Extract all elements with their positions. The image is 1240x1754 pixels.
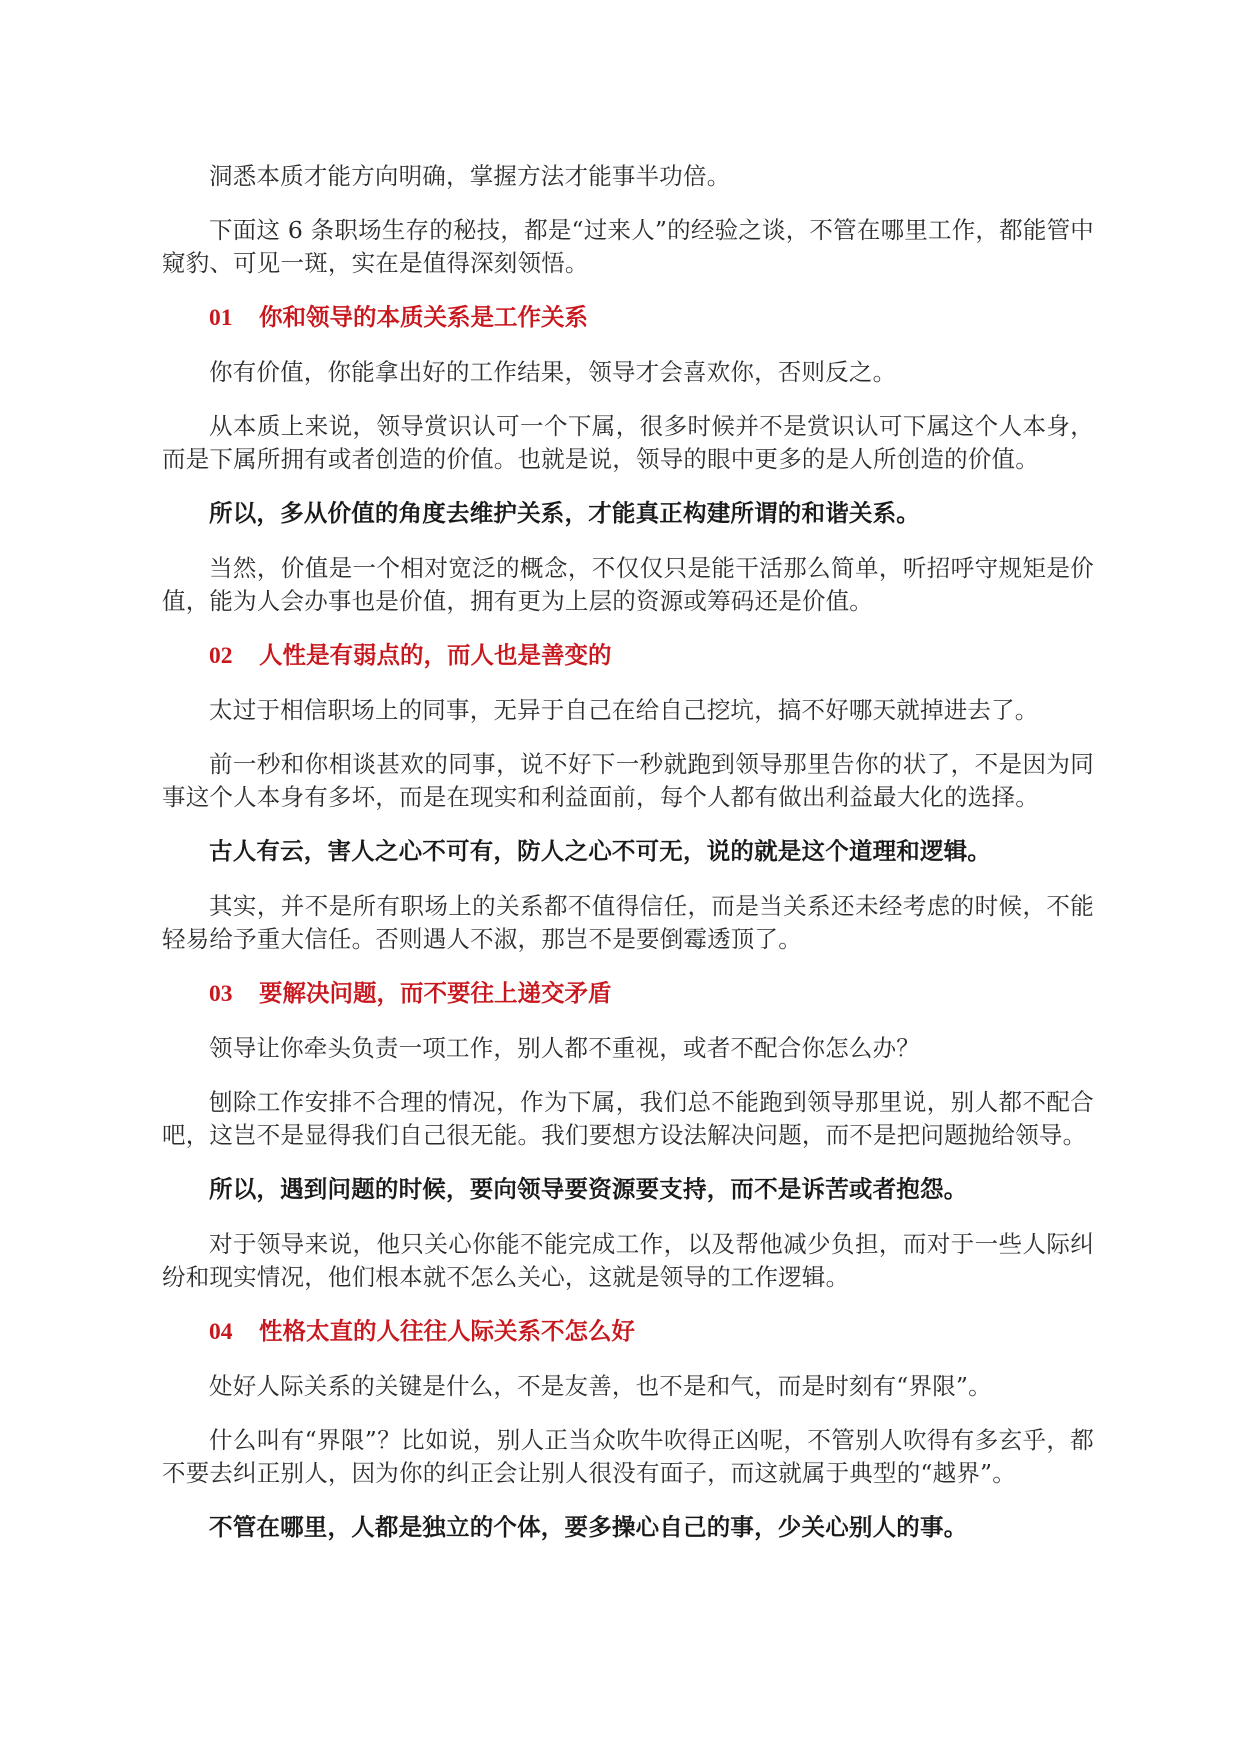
paragraph: 当然，价值是一个相对宽泛的概念，不仅仅只是能干活那么简单，听招呼守规矩是价值，能为人会办事也是价值，拥有更为上层的资源或筹码还是价值。 [162, 554, 1094, 615]
paragraph: 处好人际关系的关键是什么，不是友善，也不是和气，而是时刻有“界限”。 [209, 1372, 992, 1400]
paragraph-intro-1: 洞悉本质才能方向明确，掌握方法才能事半功倍。 [209, 162, 731, 190]
paragraph: 刨除工作安排不合理的情况，作为下属，我们总不能跑到领导那里说，别人都不配合吧，这岂不是显得我们自己很无能。我们要想方设法解决问题，而不是把问题抛给领导。 [162, 1088, 1094, 1149]
article-body [162, 160, 1094, 1566]
section-number: 02 [209, 643, 233, 669]
section-title: 性格太直的人往往人际关系不怎么好 [259, 1317, 635, 1345]
bold-paragraph: 不管在哪里，人都是独立的个体，要多操心自己的事，少关心别人的事。 [209, 1513, 968, 1541]
section-heading-02 [162, 639, 1094, 673]
paragraph: 对于领导来说，他只关心你能不能完成工作，以及帮他减少负担，而对于一些人际纠纷和现实情况，他们根本就不怎么关心，这就是领导的工作逻辑。 [162, 1230, 1094, 1291]
section-heading-04 [162, 1315, 1094, 1349]
paragraph: 你有价值，你能拿出好的工作结果，领导才会喜欢你，否则反之。 [209, 358, 897, 386]
paragraph: 什么叫有“界限”？比如说，别人正当众吹牛吹得正凶呢，不管别人吹得有多玄乎，都不要去纠正别人，因为你的纠正会让别人很没有面子，而这就属于典型的“越界”。 [162, 1426, 1094, 1487]
bold-paragraph: 所以，遇到问题的时候，要向领导要资源要支持，而不是诉苦或者抱怨。 [209, 1175, 968, 1203]
section-heading-01 [162, 301, 1094, 335]
section-title: 你和领导的本质关系是工作关系 [259, 303, 588, 331]
paragraph: 从本质上来说，领导赏识认可一个下属，很多时候并不是赏识认可下属这个人本身，而是下属所拥有或者创造的价值。也就是说，领导的眼中更多的是人所创造的价值。 [162, 412, 1094, 473]
section-heading-03 [162, 977, 1094, 1011]
section-number: 01 [209, 305, 233, 331]
paragraph: 其实，并不是所有职场上的关系都不值得信任，而是当关系还未经考虑的时候，不能轻易给予重大信任。否则遇人不淑，那岂不是要倒霉透顶了。 [162, 892, 1094, 953]
section-title: 要解决问题，而不要往上递交矛盾 [259, 979, 612, 1007]
paragraph: 前一秒和你相谈甚欢的同事，说不好下一秒就跑到领导那里告你的状了，不是因为同事这个人本身有多坏，而是在现实和利益面前，每个人都有做出利益最大化的选择。 [162, 750, 1094, 811]
section-number: 03 [209, 981, 233, 1007]
section-title: 人性是有弱点的，而人也是善变的 [259, 641, 612, 669]
paragraph-intro-2: 下面这 6 条职场生存的秘技，都是“过来人”的经验之谈，不管在哪里工作，都能管中窥豹、可见一斑，实在是值得深刻领悟。 [162, 216, 1094, 277]
paragraph: 太过于相信职场上的同事，无异于自己在给自己挖坑，搞不好哪天就掉进去了。 [209, 696, 1039, 724]
section-number: 04 [209, 1319, 233, 1345]
bold-paragraph: 古人有云，害人之心不可有，防人之心不可无，说的就是这个道理和逻辑。 [209, 837, 992, 865]
bold-paragraph: 所以，多从价值的角度去维护关系，才能真正构建所谓的和谐关系。 [209, 499, 920, 527]
paragraph: 领导让你牵头负责一项工作，别人都不重视，或者不配合你怎么办？ [209, 1034, 920, 1062]
